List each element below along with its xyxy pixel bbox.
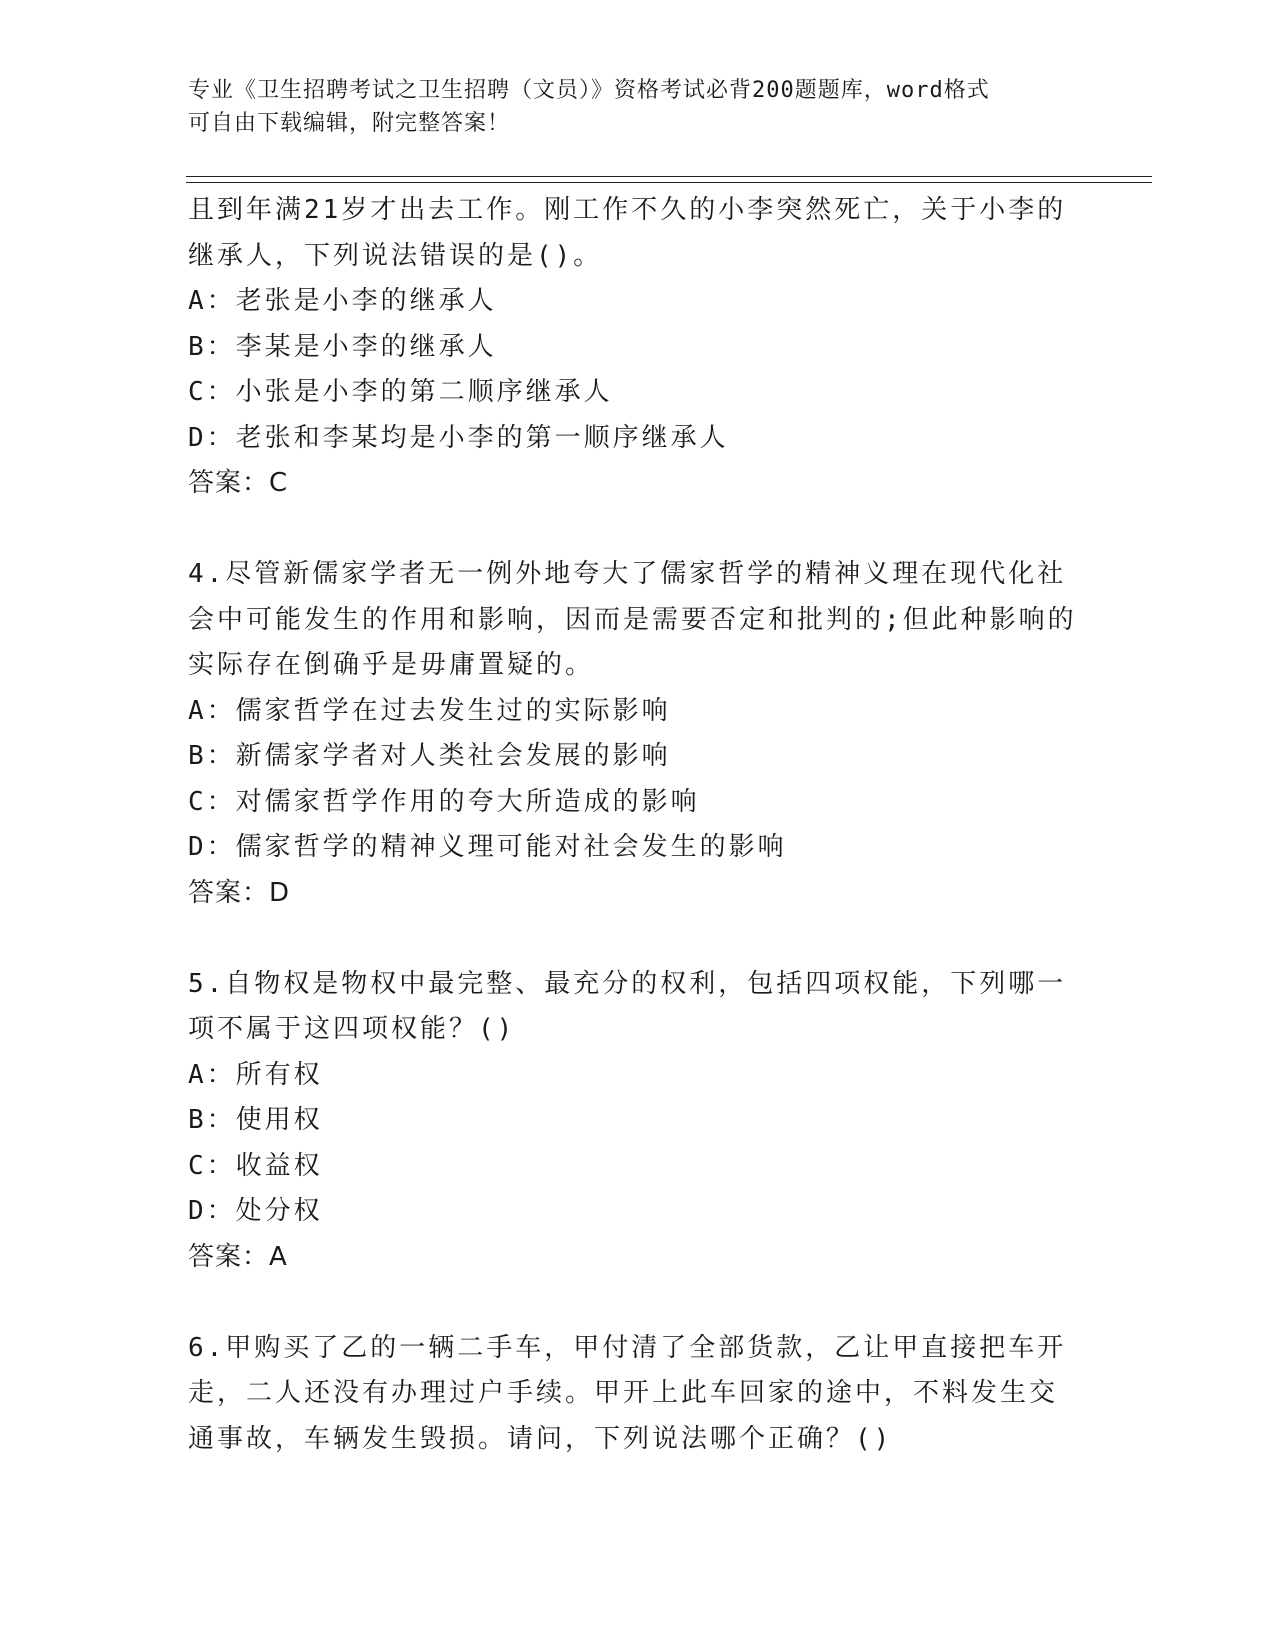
answer-line: 答案：D xyxy=(188,877,291,908)
question-6 xyxy=(188,1326,1088,1463)
option-a: A：所有权 xyxy=(188,1059,323,1090)
question-stem-line: 5.自物权是物权中最完整、最充分的权利，包括四项权能，下列哪一 xyxy=(188,968,1067,999)
question-5 xyxy=(188,962,1088,1281)
spacer xyxy=(188,1280,1088,1326)
option-a: A：老张是小李的继承人 xyxy=(188,286,497,316)
spacer xyxy=(188,916,1088,962)
question-stem-line: 4.尽管新儒家学者无一例外地夸大了儒家哲学的精神义理在现代化社 xyxy=(188,559,1067,589)
option-c: C：小张是小李的第二顺序继承人 xyxy=(188,377,613,407)
option-a: A：儒家哲学在过去发生过的实际影响 xyxy=(188,695,671,726)
option-d: D：老张和李某均是小李的第一顺序继承人 xyxy=(188,422,729,453)
question-stem-line: 继承人，下列说法错误的是()。 xyxy=(188,240,603,271)
option-c: C：对儒家哲学作用的夸大所造成的影响 xyxy=(188,786,700,817)
option-d: D：儒家哲学的精神义理可能对社会发生的影响 xyxy=(188,832,787,862)
header-line-1: 专业《卫生招聘考试之卫生招聘（文员）》资格考试必背200题题库，word格式 xyxy=(188,78,990,103)
spacer xyxy=(188,507,1088,553)
question-stem-line: 通事故，车辆发生毁损。请问，下列说法哪个正确？() xyxy=(188,1423,893,1454)
answer-line: 答案：A xyxy=(188,1241,288,1272)
option-b: B：使用权 xyxy=(188,1105,323,1135)
header-rule-top xyxy=(186,176,1152,177)
document-header xyxy=(188,74,1088,140)
option-b: B：新儒家学者对人类社会发展的影响 xyxy=(188,741,671,771)
question-stem-line: 实际存在倒确乎是毋庸置疑的。 xyxy=(188,650,595,680)
question-stem-line: 6.甲购买了乙的一辆二手车，甲付清了全部货款，乙让甲直接把车开 xyxy=(188,1332,1067,1363)
option-c: C：收益权 xyxy=(188,1150,323,1181)
question-stem-line: 项不属于这四项权能？() xyxy=(188,1014,516,1044)
answer-line: 答案：C xyxy=(188,468,289,498)
question-3 xyxy=(188,188,1088,507)
header-line-2: 可自由下载编辑，附完整答案！ xyxy=(188,111,511,136)
question-stem-line: 走，二人还没有办理过户手续。甲开上此车回家的途中，不料发生交 xyxy=(188,1378,1059,1408)
header-rule-bottom xyxy=(186,182,1152,183)
document-body xyxy=(188,188,1088,1462)
question-stem-line: 会中可能发生的作用和影响，因而是需要否定和批判的;但此种影响的 xyxy=(188,604,1077,635)
option-d: D：处分权 xyxy=(188,1196,323,1226)
question-stem-line: 且到年满21岁才出去工作。刚工作不久的小李突然死亡，关于小李的 xyxy=(188,195,1067,225)
option-b: B：李某是小李的继承人 xyxy=(188,331,497,362)
question-4 xyxy=(188,552,1088,916)
